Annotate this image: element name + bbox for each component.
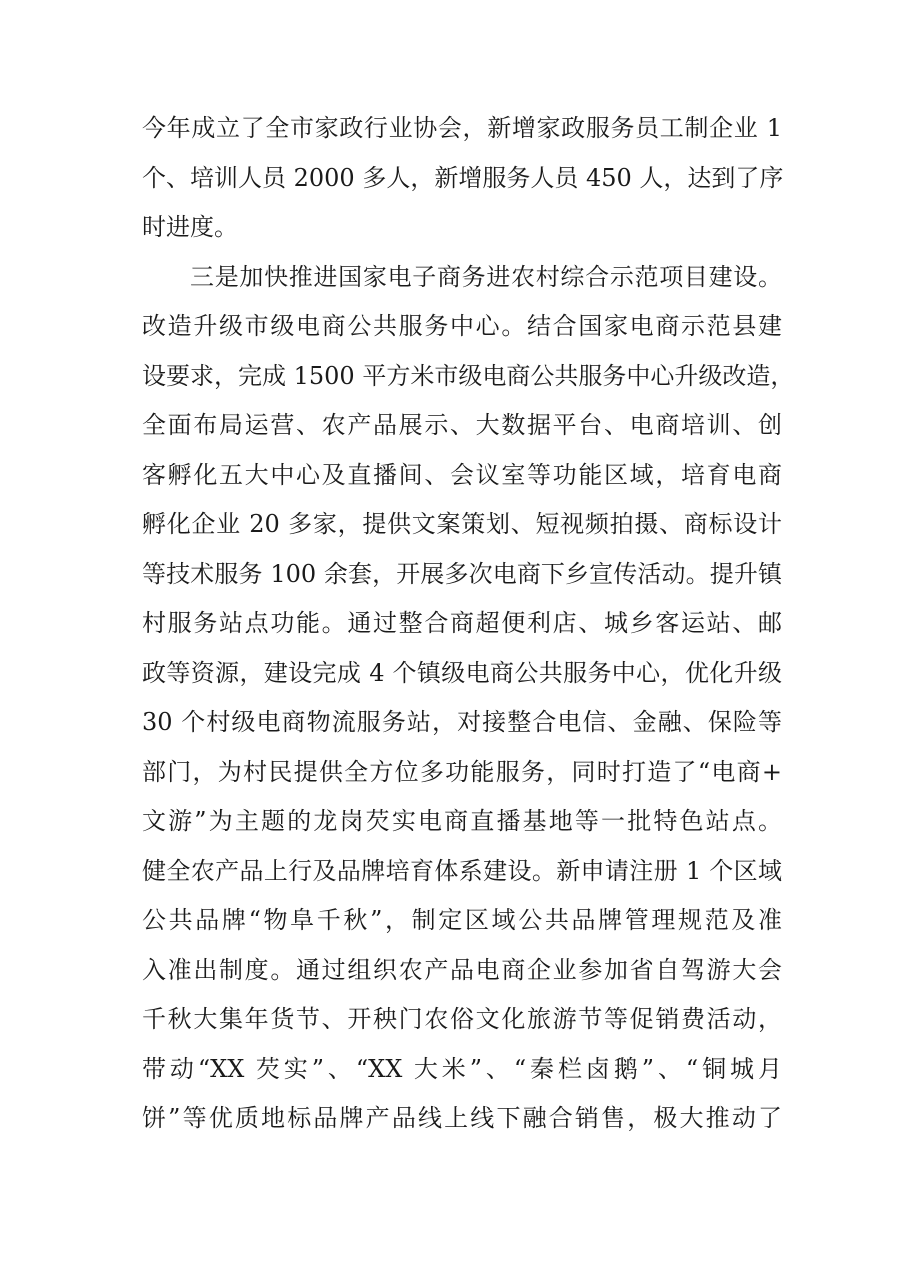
text-line-16: 健全农产品上行及品牌培育体系建设。新申请注册 1 个区域 <box>142 856 782 885</box>
text-line-6: 设要求，完成 1500 平方米市级电商公共服务中心升级改造， <box>142 361 795 390</box>
text-line-4: 三是加快推进国家电子商务进农村综合示范项目建设。 <box>190 262 782 291</box>
text-line-7: 全面布局运营、农产品展示、大数据平台、电商培训、创 <box>142 411 782 439</box>
text-line-19: 千秋大集年货节、开秧门农俗文化旅游节等促销费活动， <box>142 1005 782 1033</box>
text-line-14: 部门，为村民提供全方位多功能服务，同时打造了“电商+ <box>142 757 782 786</box>
text-line-1: 今年成立了全市家政行业协会，新增家政服务员工制企业 1 <box>142 114 782 142</box>
text-line-18: 入准出制度。通过组织农产品电商企业参加省自驾游大会 <box>142 955 782 984</box>
text-line-10: 等技术服务 100 余套，开展多次电商下乡宣传活动。提升镇 <box>142 559 782 588</box>
text-line-2: 个、培训人员 2000 多人，新增服务人员 450 人，达到了序 <box>142 163 784 192</box>
text-line-3: 时进度。 <box>142 213 238 241</box>
text-line-13: 30 个村级电商物流服务站，对接整合电信、金融、保险等 <box>142 708 782 736</box>
text-line-11: 村服务站点功能。通过整合商超便利店、城乡客运站、邮 <box>142 609 782 637</box>
text-line-17: 公共品牌“物阜千秋”，制定区域公共品牌管理规范及准 <box>142 906 782 934</box>
text-line-5: 改造升级市级电商公共服务中心。结合国家电商示范县建 <box>142 312 782 340</box>
text-line-20: 带动“XX 芡实”、“XX 大米”、“秦栏卤鹅”、“铜城月 <box>142 1054 782 1083</box>
text-line-15: 文游”为主题的龙岗芡实电商直播基地等一批特色站点。 <box>142 807 782 835</box>
text-line-8: 客孵化五大中心及直播间、会议室等功能区域，培育电商 <box>142 460 782 489</box>
text-line-12: 政等资源，建设完成 4 个镇级电商公共服务中心，优化升级 <box>142 658 782 687</box>
body-text <box>0 104 909 1144</box>
text-line-21: 饼”等优质地标品牌产品线上线下融合销售，极大推动了 <box>142 1104 782 1132</box>
text-line-9: 孵化企业 20 多家，提供文案策划、短视频拍摄、商标设计 <box>142 510 782 538</box>
